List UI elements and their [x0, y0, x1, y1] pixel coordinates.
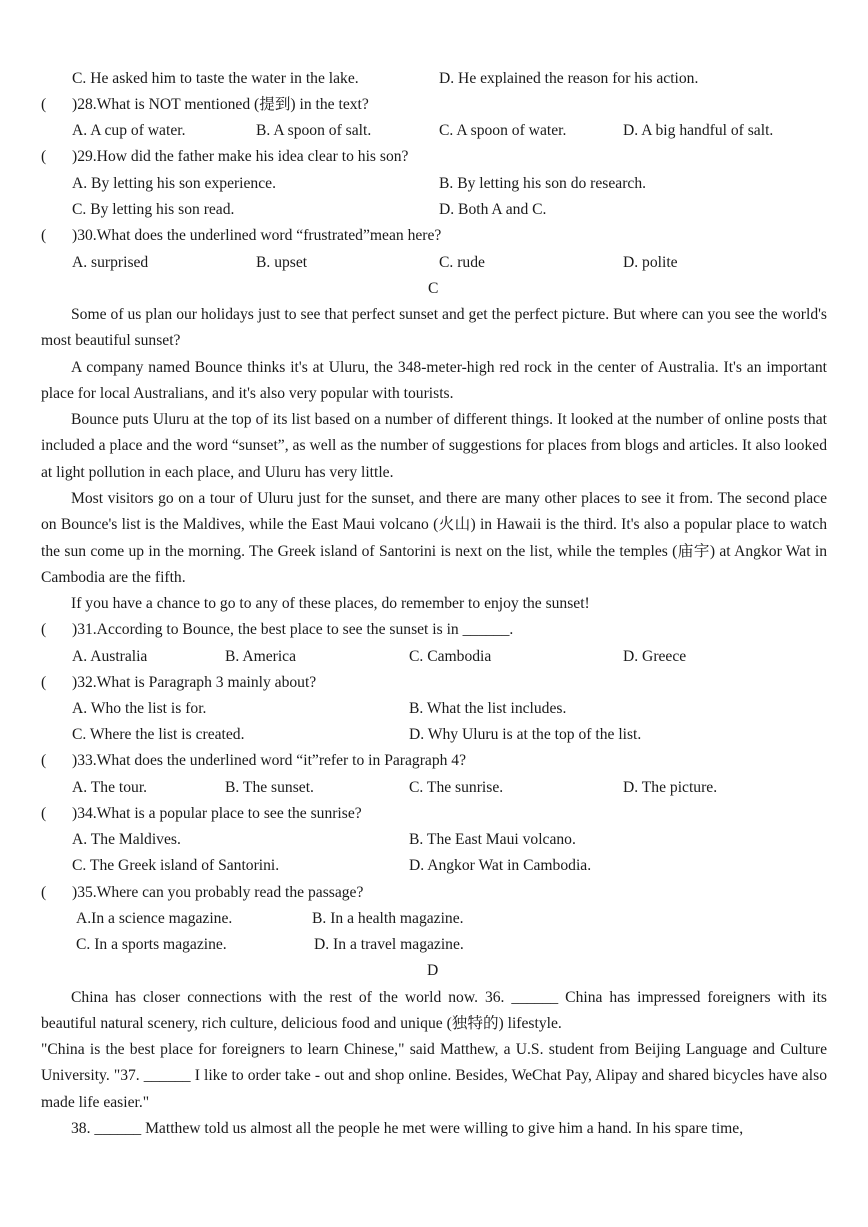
q34-option-b: B. The East Maui volcano.: [409, 831, 576, 848]
q28-option-a: A. A cup of water.: [72, 122, 186, 139]
section-c-heading-row: [0, 276, 868, 302]
q29-options-row-2: [0, 197, 868, 223]
q35-option-c: C. In a sports magazine.: [76, 936, 227, 953]
q34-option-d: D. Angkor Wat in Cambodia.: [409, 857, 592, 874]
section-d-p1-text: China has closer connections with the rest of the world now. 36. ______ China has impressed foreigners with its beautiful natural scenery, rich culture, delicious food and unique (独特的) lifestyle.: [41, 989, 827, 1033]
section-c-paragraph-3: [41, 407, 827, 486]
q28-options-row: [0, 118, 868, 144]
answer-paren: (: [41, 227, 47, 244]
q35-stem-row: [0, 880, 868, 906]
q34-option-c: C. The Greek island of Santorini.: [72, 857, 280, 874]
answer-paren: (: [41, 96, 47, 113]
q30-option-c: C. rude: [439, 254, 485, 271]
q27-option-c: C. He asked him to taste the water in the lake.: [72, 70, 359, 87]
q30-stem: )30.What does the underlined word “frustrated”mean here?: [72, 227, 442, 244]
q31-option-d: D. Greece: [623, 648, 687, 665]
section-c-p1-text: Some of us plan our holidays just to see that perfect sunset and get the perfect picture. But where can you see the world's most beautiful sunset?: [41, 306, 827, 350]
answer-paren: (: [41, 148, 47, 165]
q30-option-a: A. surprised: [72, 254, 149, 271]
q34-options-row-2: [0, 853, 868, 879]
q34-options-row-1: [0, 827, 868, 853]
q29-options-row-1: [0, 171, 868, 197]
q28-option-b: B. A spoon of salt.: [256, 122, 372, 139]
q32-options-row-2: [0, 722, 868, 748]
q33-option-d: D. The picture.: [623, 779, 718, 796]
answer-paren: (: [41, 752, 47, 769]
answer-paren: (: [41, 884, 47, 901]
section-d-heading: D: [427, 962, 439, 979]
q29-stem: )29.How did the father make his idea clear to his son?: [72, 148, 409, 165]
q27-options-row: [0, 66, 868, 92]
q28-stem-row: [0, 92, 868, 118]
section-d-paragraph-3: [41, 1116, 827, 1142]
section-d-p2-text: "China is the best place for foreigners to learn Chinese," said Matthew, a U.S. student from Beijing Language and Culture University. "37. ______ I like to order take - out and shop online. Besides, WeChat Pay, Alipay and shared bicycles have also made life easier.": [41, 1041, 827, 1111]
section-d-heading-row: [0, 958, 868, 984]
section-c-paragraph-5: [41, 591, 827, 617]
q30-option-d: D. polite: [623, 254, 678, 271]
q33-option-c: C. The sunrise.: [409, 779, 504, 796]
section-c-p2-text: A company named Bounce thinks it's at Uluru, the 348-meter-high red rock in the center of Australia. It's an important place for local Australians, and it's also very popular with tourists.: [41, 359, 827, 403]
q35-stem: )35.Where can you probably read the passage?: [72, 884, 364, 901]
q29-option-c: C. By letting his son read.: [72, 201, 235, 218]
q31-options-row: [0, 644, 868, 670]
answer-paren: (: [41, 805, 47, 822]
q28-option-c: C. A spoon of water.: [439, 122, 567, 139]
q32-stem-row: [0, 670, 868, 696]
section-c-p5-text: If you have a chance to go to any of these places, do remember to enjoy the sunset!: [71, 595, 590, 612]
q34-stem: )34.What is a popular place to see the sunrise?: [72, 805, 362, 822]
q32-options-row-1: [0, 696, 868, 722]
section-d-p3-text: 38. ______ Matthew told us almost all the people he met were willing to give him a hand. In his spare time,: [71, 1120, 744, 1137]
section-c-paragraph-4: [41, 486, 827, 591]
section-d-paragraph-2: [41, 1037, 827, 1116]
q31-option-b: B. America: [225, 648, 297, 665]
q32-stem: )32.What is Paragraph 3 mainly about?: [72, 674, 317, 691]
q32-option-b: B. What the list includes.: [409, 700, 567, 717]
q35-option-d: D. In a travel magazine.: [314, 936, 464, 953]
q31-stem: )31.According to Bounce, the best place to see the sunset is in ______.: [72, 621, 514, 638]
q32-option-c: C. Where the list is created.: [72, 726, 245, 743]
q29-option-a: A. By letting his son experience.: [72, 175, 276, 192]
q35-options-row-2: [0, 932, 868, 958]
section-c-p4-text: Most visitors go on a tour of Uluru just for the sunset, and there are many other places to see it from. The second place on Bounce's list is the Maldives, while the East Maui volcano (火山) in Hawaii is the third. It's also a popular place to watch the sun come up in the morning. The Greek island of Santorini is next on the list, while the temples (庙宇) at Angkor Wat in Cambodia are the fifth.: [41, 490, 827, 586]
answer-paren: (: [41, 674, 47, 691]
answer-paren: (: [41, 621, 47, 638]
q29-option-b: B. By letting his son do research.: [439, 175, 647, 192]
q33-stem-row: [0, 748, 868, 774]
q30-stem-row: [0, 223, 868, 249]
q33-stem: )33.What does the underlined word “it”refer to in Paragraph 4?: [72, 752, 467, 769]
q33-option-b: B. The sunset.: [225, 779, 314, 796]
q34-stem-row: [0, 801, 868, 827]
q33-options-row: [0, 775, 868, 801]
section-d-paragraph-1: [41, 985, 827, 1038]
section-c-heading: C: [428, 280, 439, 297]
q32-option-a: A. Who the list is for.: [72, 700, 207, 717]
q32-option-d: D. Why Uluru is at the top of the list.: [409, 726, 642, 743]
q29-option-d: D. Both A and C.: [439, 201, 547, 218]
q35-option-a: A.In a science magazine.: [76, 910, 233, 927]
q31-stem-row: [0, 617, 868, 643]
section-c-paragraph-2: [41, 355, 827, 408]
section-c-p3-text: Bounce puts Uluru at the top of its list based on a number of different things. It looked at the number of online posts that included a place and the word “sunset”, as well as the number of suggestions for places from blogs and articles. It also looked at light pollution in each place, and Uluru has very little.: [41, 411, 827, 481]
q35-option-b: B. In a health magazine.: [312, 910, 464, 927]
q29-stem-row: [0, 144, 868, 170]
q30-option-b: B. upset: [256, 254, 308, 271]
q31-option-c: C. Cambodia: [409, 648, 492, 665]
q33-option-a: A. The tour.: [72, 779, 148, 796]
q31-option-a: A. Australia: [72, 648, 148, 665]
q28-option-d: D. A big handful of salt.: [623, 122, 774, 139]
q27-option-d: D. He explained the reason for his action.: [439, 70, 699, 87]
q35-options-row-1: [0, 906, 868, 932]
q28-stem: )28.What is NOT mentioned (提到) in the text?: [72, 96, 369, 113]
q34-option-a: A. The Maldives.: [72, 831, 181, 848]
section-c-paragraph-1: [41, 302, 827, 355]
q30-options-row: [0, 250, 868, 276]
